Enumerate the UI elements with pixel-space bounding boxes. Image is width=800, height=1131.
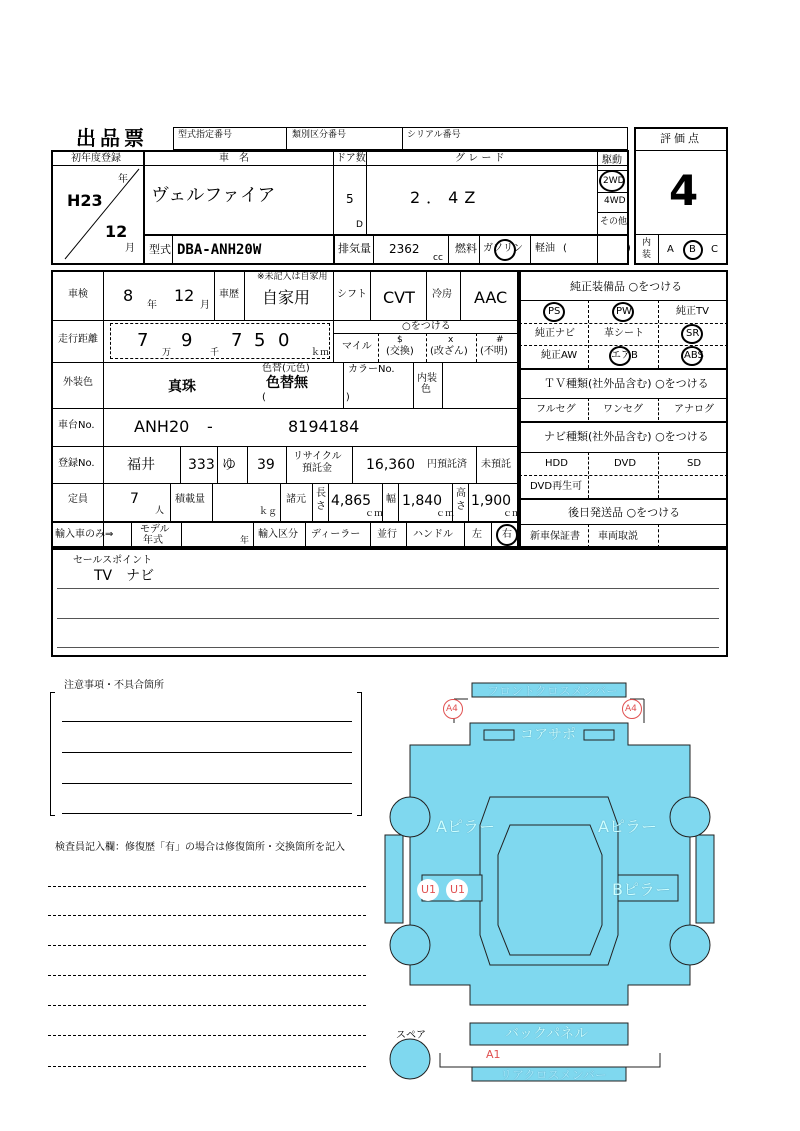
tv-full-seg: フルセグ [536, 404, 576, 415]
navi-sd: SD [687, 458, 702, 469]
navi-dvd-play: DVD再生可 [530, 481, 583, 492]
fuel-gasoline: ガソリン [483, 243, 523, 254]
drive-label: 駆動 [602, 155, 622, 166]
first-reg-label: 初年度登録 [71, 153, 121, 164]
length-label-1: 長 [316, 488, 326, 499]
handle-right: 右 [502, 529, 512, 540]
chassis-dash: - [207, 417, 213, 436]
interior-grade-label-1: 内 [642, 238, 652, 248]
mileage-mile: マイル [342, 341, 372, 352]
recycle-unpaid: 未預託 [481, 459, 511, 470]
mileage-digit-1: 7 [137, 330, 149, 351]
height-cm: ｃｍ [503, 509, 522, 519]
doors-value: 5 [346, 192, 354, 206]
load-label: 積載量 [175, 494, 205, 505]
mileage-km-unit: ｋｍ [311, 348, 330, 358]
navi-type-title: ナビ種類(社外品含む) ○をつける [544, 430, 709, 443]
drive-2wd: 2WD [603, 176, 625, 186]
doors-label: ドア数 [336, 153, 366, 164]
wheel-front-right [670, 797, 710, 837]
class-no-label: 類別区分番号 [292, 130, 347, 140]
model-code-label: 型式 [149, 243, 171, 256]
sheet-title: 出品票 [76, 126, 148, 150]
length-value: 4,865 [331, 493, 372, 509]
shift-value: CVT [383, 288, 415, 307]
model-code-value: DBA-ANH20W [177, 242, 262, 258]
sales-point-value: TV ナビ [94, 568, 155, 584]
doors-suffix: D [356, 220, 363, 230]
registration-area: 福井 [127, 457, 155, 473]
score-value: 4 [669, 166, 699, 215]
notes-bracket-right [357, 692, 362, 816]
width-label: 幅 [386, 494, 396, 505]
handle-label: ハンドル [413, 529, 453, 540]
mileage-unknown: (不明) [480, 346, 508, 357]
interior-grade-b: B [689, 244, 696, 255]
rear-cross-label: リアクロスメンバー [500, 1068, 607, 1082]
later-docs-manual: 車両取説 [598, 531, 638, 542]
inspection-year-unit: 年 [147, 300, 157, 311]
model-year-unit: 年 [240, 536, 250, 546]
mileage-digit-3: 7 [231, 330, 243, 351]
mileage-man-unit: 万 [162, 348, 172, 358]
a-pillar-left-label: Aピラー [436, 817, 495, 836]
navi-hdd: HDD [545, 458, 568, 469]
wheel-front-left [390, 797, 430, 837]
inspection-month-unit: 月 [200, 300, 210, 311]
chassis-label: 車台No. [58, 420, 95, 431]
load-unit: ｋｇ [259, 507, 278, 517]
displacement-label: 排気量 [338, 242, 371, 255]
equip-pw-selected-circle [612, 302, 634, 322]
chassis-number: 8194184 [288, 417, 360, 436]
import-parallel: 並行 [377, 529, 397, 540]
equip-ps-selected-circle [543, 302, 565, 322]
drive-other: その他 [600, 217, 628, 227]
right-side-panel [696, 835, 714, 923]
handle-left: 左 [472, 529, 482, 540]
fuel-label: 燃料 [455, 242, 477, 255]
spare-tire-part [390, 1039, 430, 1079]
tv-one-seg: ワンセグ [603, 404, 643, 415]
equip-navi: 純正ナビ [535, 328, 575, 339]
drive-4wd: 4WD [604, 196, 626, 206]
repaint-value: 色替無 [266, 375, 308, 391]
displacement-value: 2362 [389, 242, 420, 256]
model-year-label-1: モデル [140, 524, 170, 535]
interior-grade-a: A [667, 244, 674, 255]
left-side-panel [385, 835, 403, 923]
exterior-color-value: 真珠 [168, 379, 196, 395]
length-label-2: さ [316, 501, 326, 512]
interior-grade-c: C [711, 244, 718, 255]
mileage-digit-2: 9 [181, 330, 193, 351]
mileage-circle-note: ○をつける [402, 321, 451, 332]
mileage-digit-4: 5 [254, 330, 266, 351]
equip-airbag: エアB [611, 350, 638, 361]
damage-mark-a4-right-text: A4 [625, 704, 637, 714]
recycle-value: 16,360 [366, 457, 415, 473]
serial-label: シリアル番号 [407, 130, 461, 140]
fuel-other-paren: ( ) [563, 243, 631, 254]
notes-label: 注意事項・不具合箇所 [64, 680, 164, 691]
capacity-unit: 人 [155, 506, 165, 516]
fuel-light-oil: 軽油 [535, 243, 555, 254]
sales-point-box [51, 548, 728, 657]
history-note: ※未記入は自家用 [257, 272, 328, 282]
equip-tv: 純正TV [676, 306, 709, 317]
capacity-value: 7 [130, 491, 139, 507]
score-label: 評価点 [660, 132, 702, 145]
displacement-unit: cc [433, 253, 443, 263]
height-value: 1,900 [471, 493, 512, 509]
first-reg-month-unit: 月 [125, 243, 135, 254]
width-cm: ｃｍ [436, 509, 455, 519]
mileage-swap: (交換) [386, 346, 414, 357]
shift-label: シフト [337, 289, 367, 300]
mileage-tamper-mark: x [448, 335, 454, 345]
cabin-part [498, 825, 602, 955]
equip-sr: SR [686, 328, 700, 339]
grade-label: グ レ ー ド [455, 153, 505, 164]
inspection-month: 12 [174, 286, 195, 305]
import-type-label: 輸入区分 [258, 529, 298, 540]
id-number-row [173, 127, 628, 150]
interior-grade-label-2: 装 [642, 250, 652, 260]
mileage-sen-unit: 千 [210, 348, 220, 358]
wheel-rear-left [390, 925, 430, 965]
history-value: 自家用 [262, 288, 311, 307]
a-pillar-right-label: Aピラー [598, 817, 657, 836]
car-name-value: ヴェルファイア [151, 185, 276, 206]
recycle-label-1: リサイクル [293, 451, 342, 462]
equip-sr-selected-circle [681, 324, 703, 344]
tv-type-title: ＴＶ種類(社外品含む) ○をつける [544, 377, 709, 390]
mileage-tamper: (改ざん) [430, 346, 468, 357]
interior-color-label-1: 内装 [417, 373, 437, 384]
equip-aw: 純正AW [541, 350, 578, 361]
equip-pw: PW [616, 306, 632, 317]
height-label-2: さ [456, 501, 466, 512]
notes-bracket-left [50, 692, 55, 816]
registration-label: 登録No. [58, 458, 95, 469]
equip-leather: 革シート [604, 328, 644, 339]
damage-mark-u1-b-text: U1 [450, 883, 466, 896]
inspector-label: 検査員記入欄：修復歴「有」の場合は修復箇所・交換箇所を記入 [55, 842, 345, 853]
mileage-label: 走行距離 [58, 334, 98, 345]
vehicle-details-block [51, 270, 522, 548]
height-label-1: 高 [456, 488, 466, 499]
damage-mark-a4-left-text: A4 [446, 704, 458, 714]
ac-value: AAC [474, 288, 508, 307]
exterior-color-label: 外装色 [63, 377, 93, 388]
later-docs-warranty: 新車保証書 [530, 531, 580, 542]
repaint-paren: ( ) [262, 392, 350, 403]
car-name-label: 車 名 [219, 153, 249, 164]
registration-kana: ゆ [222, 457, 236, 473]
navi-dvd: DVD [614, 458, 637, 469]
later-docs-title: 後日発送品 ○をつける [568, 506, 681, 519]
sales-point-label: セールスポイント [73, 555, 153, 566]
length-cm: ｃｍ [365, 509, 384, 519]
spare-label: スペア [396, 1030, 426, 1041]
equip-abs: ABS [684, 350, 704, 361]
model-year-label-2: 年式 [143, 535, 163, 546]
first-reg-month: 12 [105, 222, 128, 241]
width-value: 1,840 [402, 493, 443, 509]
ac-label: 冷房 [432, 289, 452, 300]
dims-label: 諸元 [286, 494, 306, 505]
import-dealer: ディーラー [311, 529, 361, 540]
tv-analog: アナログ [674, 404, 714, 415]
recycle-unit: 円預託済 [427, 459, 467, 470]
back-panel-label: バックパネル [505, 1026, 589, 1042]
core-support-label: コアサポ [520, 727, 576, 743]
mileage-unknown-mark: # [496, 335, 504, 345]
interior-color-label-2: 色 [421, 384, 431, 395]
color-no-label: カラーNo. [348, 364, 395, 375]
first-reg-era: H23 [67, 191, 103, 210]
type-no-label: 型式指定番号 [178, 130, 233, 140]
equip-airbag-selected-circle [609, 346, 631, 366]
recycle-label-2: 預託金 [302, 463, 332, 474]
equip-abs-selected-circle [681, 346, 703, 366]
b-pillar-right-label: Bピラー [612, 880, 671, 899]
import-label: 輸入車のみ⇒ [55, 529, 114, 540]
inspection-year: 8 [123, 286, 134, 305]
registration-number: 39 [257, 457, 275, 473]
mileage-digit-5: 0 [278, 330, 290, 351]
fuel-gasoline-selected-circle [494, 239, 516, 261]
damage-mark-u1-a-text: U1 [421, 883, 437, 896]
grade-value: 2．4Z [410, 188, 482, 207]
front-cross-label: フロントクロスメンバー [487, 684, 618, 698]
damage-mark-a1-text: A1 [486, 1048, 501, 1061]
equipment-title: 純正装備品 ○をつける [570, 280, 683, 293]
wheel-rear-right [670, 925, 710, 965]
equip-ps: PS [548, 306, 561, 317]
first-reg-year-unit: 年 [118, 174, 128, 185]
repaint-label: 色替(元色) [262, 363, 310, 374]
capacity-label: 定員 [68, 494, 88, 505]
inspection-label: 車検 [68, 289, 88, 300]
history-label: 車歴 [219, 289, 239, 300]
chassis-prefix: ANH20 [134, 417, 190, 436]
mileage-swap-mark: $ [397, 335, 403, 345]
registration-class-no: 333 [188, 457, 215, 473]
